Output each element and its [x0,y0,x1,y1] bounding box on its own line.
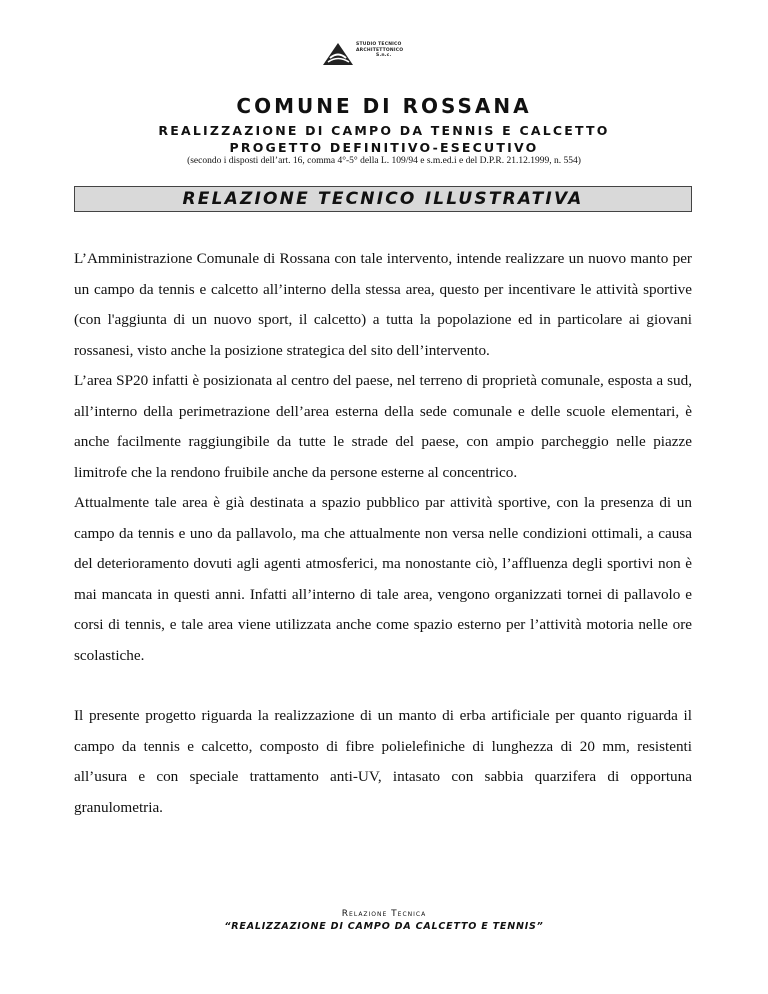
legal-reference: (secondo i disposti dell’art. 16, comma 4°-5° della L. 109/94 e s.m.ed.i e del D.P.R. 21.12.1999, n. 554) [187,156,581,166]
section-banner [74,186,692,212]
document-title: COMUNE DI ROSSANA [236,94,532,118]
footer-label: Relazione Tecnica [341,909,427,919]
paragraph: L’area SP20 infatti è posizionata al centro del paese, nel terreno di proprietà comunale, esposta a sud, all’interno della perimetrazione dell’area esterna della sede comunale e delle scuole elementari, è anche facilmente raggiungibile da tutte le strade del paese, con ampio parcheggio nelle piazze limitrofe che la rendono fruibile anche da persone esterne al concentrico. [74,372,692,481]
section-title: RELAZIONE TECNICO ILLUSTRATIVA [182,189,584,209]
firm-logo-text [356,42,403,59]
firm-logo [322,40,442,68]
logo-line-1: STUDIO TECNICO [356,42,402,47]
logo-line-2: ARCHITETTONICO [356,47,404,53]
paragraph: Attualmente tale area è già destinata a spazio pubblico par attività sportive, con la presenza di un campo da tennis e uno da pallavolo, ma che attualmente non versa nelle condizioni ottimali, a causa del deterioramento dovuti agli agenti atmosferici, ma nonostante ciò, l’affluenza degli sportivi non è mai mancata in questi anni. Infatti all’interno di tale area, vengono organizzati tornei di pallavolo e corsi di tennis, e tale area viene utilizzata anche come spazio esterno per l’attività motoria nelle ore scolastiche. [74,494,692,664]
project-subtitle: REALIZZAZIONE DI CAMPO DA TENNIS E CALCETTO [158,123,610,138]
paragraph: L’Amministrazione Comunale di Rossana con tale intervento, intende realizzare un nuovo manto per un campo da tennis e calcetto all’interno della stessa area, questo per incentivare le attività sportive (con l'aggiunta di un nuovo sport, il calcetto) a tutta la popolazione ed in particolare ai giovani rossanesi, visto anche la posizione strategica del sito dell’intervento. [74,250,692,359]
footer-title: “REALIZZAZIONE DI CAMPO DA CALCETTO E TENNIS” [224,921,544,932]
document-body [74,244,692,823]
firm-logo-icon [322,42,354,68]
paragraph: Il presente progetto riguarda la realizzazione di un manto di erba artificiale per quanto riguarda il campo da tennis e calcetto, composto di fibre polielefiniche di lunghezza di 20 mm, resistenti all’usura e con speciale trattamento anti-UV, intasato con sabbia quarzifera di opportuna granulometria. [74,707,692,816]
logo-line-3: S.n.c. [376,53,392,58]
project-phase: PROGETTO DEFINITIVO-ESECUTIVO [229,140,539,155]
